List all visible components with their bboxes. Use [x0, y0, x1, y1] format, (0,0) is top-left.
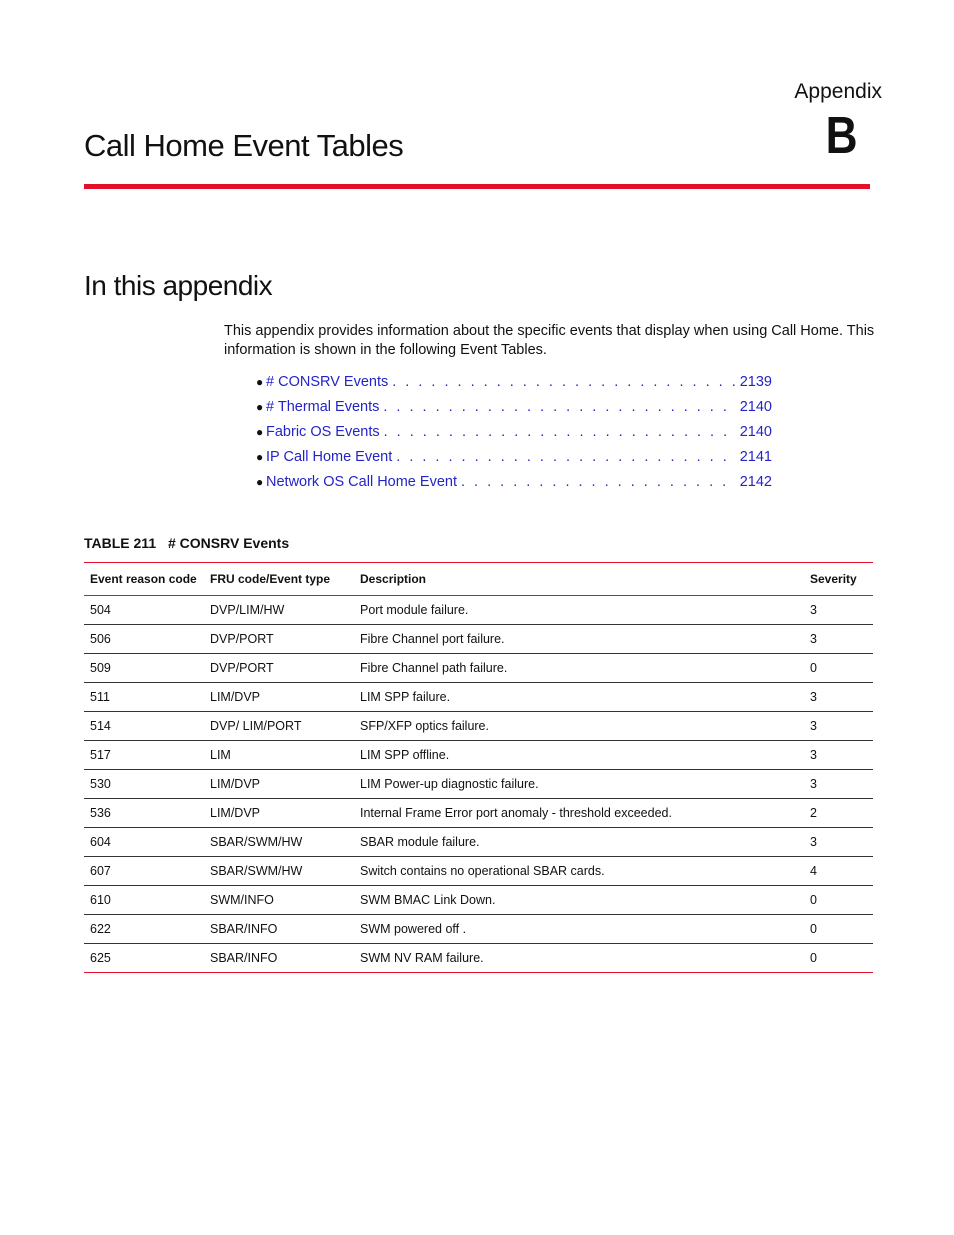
toc-page-number: 2140 — [739, 423, 772, 440]
event-reason-code: 622 — [84, 915, 204, 944]
toc-entry-label: # CONSRV Events — [266, 373, 389, 390]
bullet-icon: ● — [256, 424, 264, 439]
description: Fibre Channel port failure. — [354, 625, 804, 654]
description: Port module failure. — [354, 596, 804, 625]
consrv-events-table — [84, 562, 873, 973]
table-row — [84, 654, 873, 683]
bullet-icon: ● — [256, 399, 264, 414]
toc-leader-dots — [461, 474, 736, 490]
table-number: TABLE 211 — [84, 535, 157, 551]
toc-link-network-os-call-home-event[interactable] — [266, 474, 772, 490]
table-row — [84, 886, 873, 915]
table-row — [84, 712, 873, 741]
event-reason-code: 517 — [84, 741, 204, 770]
event-reason-code: 536 — [84, 799, 204, 828]
severity: 4 — [804, 857, 873, 886]
toc-link-ip-call-home-event[interactable] — [266, 449, 772, 465]
table-title: # CONSRV Events — [168, 535, 290, 551]
toc-list — [256, 369, 776, 494]
toc-item — [256, 469, 776, 494]
fru-code: LIM/DVP — [204, 799, 354, 828]
event-reason-code: 511 — [84, 683, 204, 712]
severity: 3 — [804, 625, 873, 654]
event-reason-code: 604 — [84, 828, 204, 857]
fru-code: DVP/PORT — [204, 625, 354, 654]
column-header-severity: Severity — [804, 563, 873, 596]
bullet-icon: ● — [256, 449, 264, 464]
fru-code: SBAR/SWM/HW — [204, 828, 354, 857]
severity: 0 — [804, 915, 873, 944]
toc-item — [256, 394, 776, 419]
description: Internal Frame Error port anomaly - threshold exceeded. — [354, 799, 804, 828]
fru-code: LIM — [204, 741, 354, 770]
toc-page-number: 2142 — [739, 473, 772, 490]
table-row — [84, 770, 873, 799]
severity: 0 — [804, 654, 873, 683]
severity: 3 — [804, 596, 873, 625]
event-reason-code: 504 — [84, 596, 204, 625]
toc-page-number: 2141 — [739, 448, 772, 465]
table-row — [84, 625, 873, 654]
table-row — [84, 799, 873, 828]
description: SWM NV RAM failure. — [354, 944, 804, 973]
table-header-row — [84, 563, 873, 596]
column-header-event-reason-code: Event reason code — [84, 563, 204, 596]
table-row — [84, 596, 873, 625]
severity: 3 — [804, 712, 873, 741]
toc-entry-label: # Thermal Events — [266, 398, 380, 415]
event-reason-code: 607 — [84, 857, 204, 886]
description: LIM Power-up diagnostic failure. — [354, 770, 804, 799]
appendix-letter: B — [826, 107, 858, 165]
fru-code: DVP/PORT — [204, 654, 354, 683]
section-title: In this appendix — [84, 270, 273, 301]
toc-link-thermal-events[interactable] — [266, 399, 772, 415]
table-row — [84, 683, 873, 712]
event-reason-code: 506 — [84, 625, 204, 654]
toc-leader-dots — [383, 399, 735, 415]
fru-code: SBAR/INFO — [204, 915, 354, 944]
toc-page-number: 2140 — [739, 398, 772, 415]
severity: 0 — [804, 944, 873, 973]
table-row — [84, 828, 873, 857]
description: LIM SPP failure. — [354, 683, 804, 712]
description: SBAR module failure. — [354, 828, 804, 857]
appendix-label: Appendix — [794, 80, 882, 103]
severity: 3 — [804, 770, 873, 799]
toc-link-consrv-events[interactable] — [266, 374, 772, 390]
severity: 3 — [804, 741, 873, 770]
description: Switch contains no operational SBAR cards. — [354, 857, 804, 886]
severity: 3 — [804, 683, 873, 712]
toc-entry-label: Fabric OS Events — [266, 423, 380, 440]
toc-leader-dots — [384, 424, 736, 440]
description: LIM SPP offline. — [354, 741, 804, 770]
column-header-fru-code: FRU code/Event type — [204, 563, 354, 596]
fru-code: LIM/DVP — [204, 683, 354, 712]
severity: 2 — [804, 799, 873, 828]
toc-item — [256, 444, 776, 469]
table-caption — [84, 535, 289, 551]
fru-code: SBAR/SWM/HW — [204, 857, 354, 886]
chapter-title: Call Home Event Tables — [84, 128, 404, 163]
toc-leader-dots — [396, 449, 735, 465]
event-reason-code: 509 — [84, 654, 204, 683]
fru-code: SWM/INFO — [204, 886, 354, 915]
toc-leader-dots — [392, 374, 736, 390]
bullet-icon: ● — [256, 474, 264, 489]
title-rule — [84, 184, 870, 189]
table-row — [84, 915, 873, 944]
intro-paragraph: This appendix provides information about the specific events that display when using Call Home. This information is shown in the following Event Tables. — [224, 323, 875, 358]
fru-code: DVP/LIM/HW — [204, 596, 354, 625]
table-row — [84, 741, 873, 770]
event-reason-code: 514 — [84, 712, 204, 741]
toc-entry-label: Network OS Call Home Event — [266, 473, 457, 490]
event-reason-code: 530 — [84, 770, 204, 799]
fru-code: LIM/DVP — [204, 770, 354, 799]
description: SWM powered off . — [354, 915, 804, 944]
severity: 0 — [804, 886, 873, 915]
toc-entry-label: IP Call Home Event — [266, 448, 393, 465]
toc-item — [256, 369, 776, 394]
table-row — [84, 857, 873, 886]
severity: 3 — [804, 828, 873, 857]
table-row — [84, 944, 873, 973]
column-header-description: Description — [354, 563, 804, 596]
toc-item — [256, 419, 776, 444]
bullet-icon: ● — [256, 374, 264, 389]
toc-link-fabric-os-events[interactable] — [266, 424, 772, 440]
event-reason-code: 610 — [84, 886, 204, 915]
description: Fibre Channel path failure. — [354, 654, 804, 683]
description: SFP/XFP optics failure. — [354, 712, 804, 741]
event-reason-code: 625 — [84, 944, 204, 973]
fru-code: SBAR/INFO — [204, 944, 354, 973]
fru-code: DVP/ LIM/PORT — [204, 712, 354, 741]
description: SWM BMAC Link Down. — [354, 886, 804, 915]
toc-page-number: 2139 — [739, 373, 772, 390]
